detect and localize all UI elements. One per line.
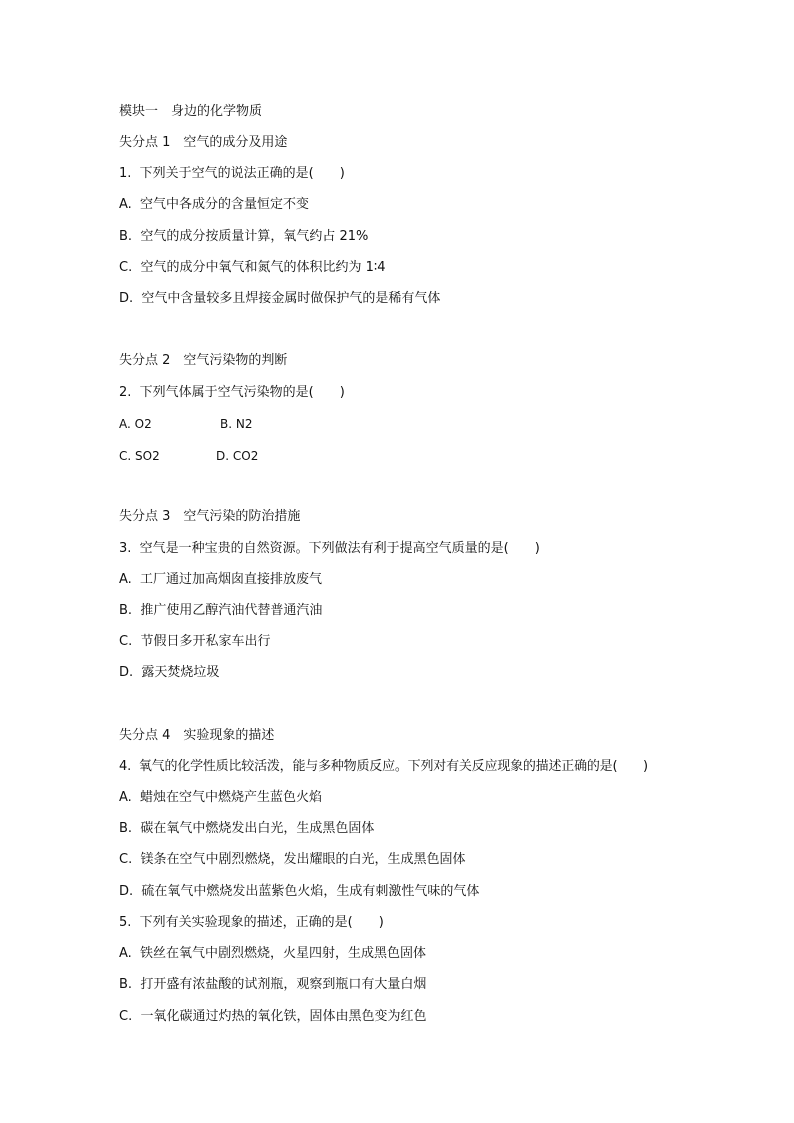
question-5-option-a: A. 铁丝在氧气中剧烈燃烧，火星四射，生成黑色固体 [119,946,427,961]
question-4-option-c: C. 镁条在空气中剧烈燃烧，发出耀眼的白光，生成黑色固体 [119,852,466,867]
question-3-option-b: B. 推广使用乙醇汽油代替普通汽油 [119,603,323,618]
question-2-option-b: B. N2 [220,417,253,431]
question-1-option-c: C. 空气的成分中氧气和氮气的体积比约为 1∶4 [119,260,386,275]
question-3-option-d: D. 露天焚烧垃圾 [119,665,220,680]
question-2: 2. 下列气体属于空气污染物的是( ) [119,385,345,400]
section-2-heading: 失分点 2 空气污染物的判断 [119,353,288,368]
question-5-option-b: B. 打开盛有浓盐酸的试剂瓶，观察到瓶口有大量白烟 [119,977,427,992]
question-1-option-a: A. 空气中各成分的含量恒定不变 [119,197,310,212]
question-2-option-d: D. CO2 [216,449,259,463]
question-1-option-b: B. 空气的成分按质量计算，氧气约占 21% [119,229,369,244]
question-5: 5. 下列有关实验现象的描述，正确的是( ) [119,915,384,930]
question-4-option-b: B. 碳在氧气中燃烧发出白光，生成黑色固体 [119,821,375,836]
section-1-heading: 失分点 1 空气的成分及用途 [119,135,288,150]
section-4-heading: 失分点 4 实验现象的描述 [119,728,275,743]
question-5-option-c: C. 一氧化碳通过灼热的氧化铁，固体由黑色变为红色 [119,1009,427,1024]
question-1-option-d: D. 空气中含量较多且焊接金属时做保护气的是稀有气体 [119,291,441,306]
question-3-option-a: A. 工厂通过加高烟囱直接排放废气 [119,572,323,587]
section-3-heading: 失分点 3 空气污染的防治措施 [119,509,301,524]
question-4: 4. 氧气的化学性质比较活泼，能与多种物质反应。下列对有关反应现象的描述正确的是( ) [119,759,648,774]
module-title: 模块一 身边的化学物质 [119,104,263,119]
question-2-option-c: C. SO2 [119,449,160,463]
question-3-option-c: C. 节假日多开私家车出行 [119,634,271,649]
question-2-option-a: A. O2 [119,417,152,431]
question-4-option-a: A. 蜡烛在空气中燃烧产生蓝色火焰 [119,790,323,805]
question-1: 1. 下列关于空气的说法正确的是( ) [119,166,345,181]
question-3: 3. 空气是一种宝贵的自然资源。下列做法有利于提高空气质量的是( ) [119,541,540,556]
question-4-option-d: D. 硫在氧气中燃烧发出蓝紫色火焰，生成有刺激性气味的气体 [119,884,480,899]
